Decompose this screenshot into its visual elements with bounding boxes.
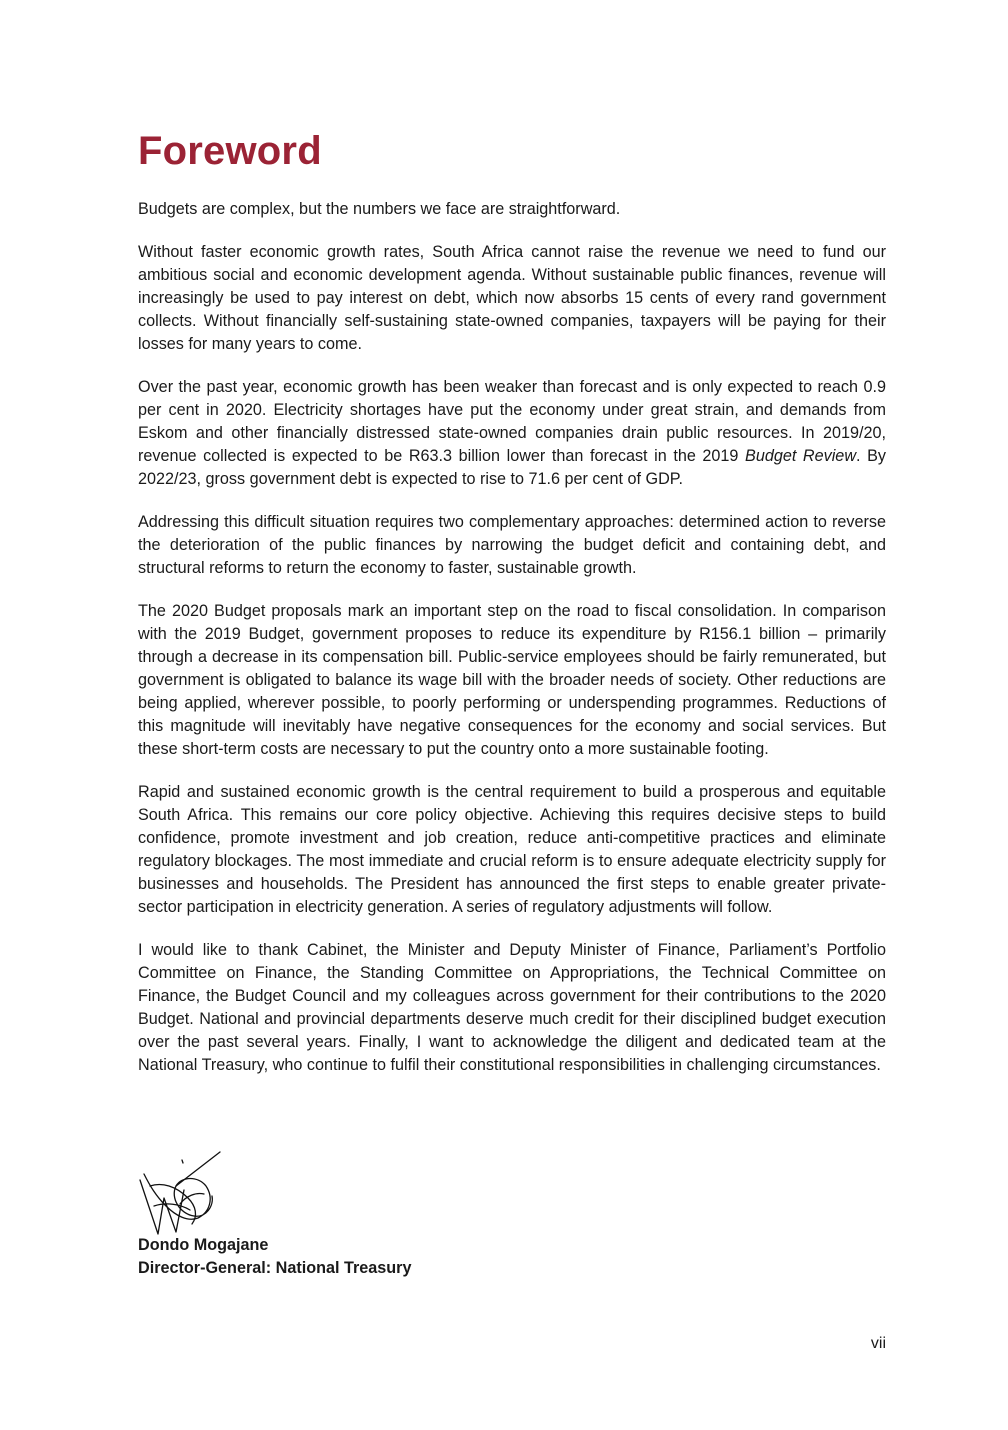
paragraph-3 — [138, 376, 886, 491]
signatory-block — [138, 1234, 411, 1280]
paragraph-3-part-2: . By 2022/23, gross government debt is expected to rise to 71.6 per cent of GDP. — [138, 447, 886, 488]
paragraph-6: Rapid and sustained economic growth is the central requirement to build a prosperous and equitable South Africa. This remains our core policy objective. Achieving this requires decisive steps to build confidence, promote investment and job creation, reduce anti-competitive practices and eliminate regulatory blockages. The most immediate and crucial reform is to ensure adequate electricity supply for businesses and households. The President has announced the first steps to enable greater private-sector participation in electricity generation. A series of regulatory adjustments will follow. — [138, 783, 886, 916]
paragraph-5: The 2020 Budget proposals mark an important step on the road to fiscal consolidation. In comparison with the 2019 Budget, government proposes to reduce its expenditure by R156.1 billion – primarily through a decrease in its compensation bill. Public-service employees should be fairly remunerated, but government is obligated to balance its wage bill with the broader needs of society. Other reductions are being applied, wherever possible, to poorly performing or underspending programmes. Reductions of this magnitude will inevitably have negative consequences for the economy and social services. But these short-term costs are necessary to put the country onto a more sustainable footing. — [138, 602, 886, 758]
page-number: vii — [870, 1335, 886, 1352]
handwritten-signature — [136, 1146, 236, 1238]
paragraph-2: Without faster economic growth rates, South Africa cannot raise the revenue we need to fund our ambitious social and economic development agenda. Without sustainable public finances, revenue will increasingly be used to pay interest on debt, which now absorbs 15 cents of every rand government collects. Without financially self-sustaining state-owned companies, taxpayers will be paying for their losses for many years to come. — [138, 243, 886, 353]
page-title: Foreword — [138, 129, 322, 173]
paragraph-4: Addressing this difficult situation requires two complementary approaches: determined action to reverse the deterioration of the public finances by narrowing the budget deficit and containing debt, and structural reforms to return the economy to faster, sustainable growth. — [138, 513, 886, 577]
signatory-position: Director-General: National Treasury — [138, 1259, 412, 1277]
foreword-body — [138, 198, 886, 1097]
paragraph-3-part-1: Over the past year, economic growth has been weaker than forecast and is only expected to reach 0.9 per cent in 2020. Electricity shortages have put the economy under great strain, and demands from Eskom and other financially distressed state-owned companies drain public resources. In 2019/20, revenue collected is expected to be R63.3 billion lower than forecast in the 2019 — [138, 378, 886, 465]
signatory-name: Dondo Mogajane — [138, 1236, 269, 1254]
paragraph-7: I would like to thank Cabinet, the Minister and Deputy Minister of Finance, Parliament’s Portfolio Committee on Finance, the Standing Committee on Appropriations, the Technical Committee on Finance, the Budget Council and my colleagues across government for their contributions to the 2020 Budget. National and provincial departments deserve much credit for their disciplined budget execution over the past several years. Finally, I want to acknowledge the diligent and dedicated team at the National Treasury, who continue to fulfil their constitutional responsibilities in challenging circumstances. — [138, 941, 886, 1074]
paragraph-1: Budgets are complex, but the numbers we face are straightforward. — [138, 200, 621, 218]
budget-review-italic: Budget Review — [745, 447, 857, 465]
